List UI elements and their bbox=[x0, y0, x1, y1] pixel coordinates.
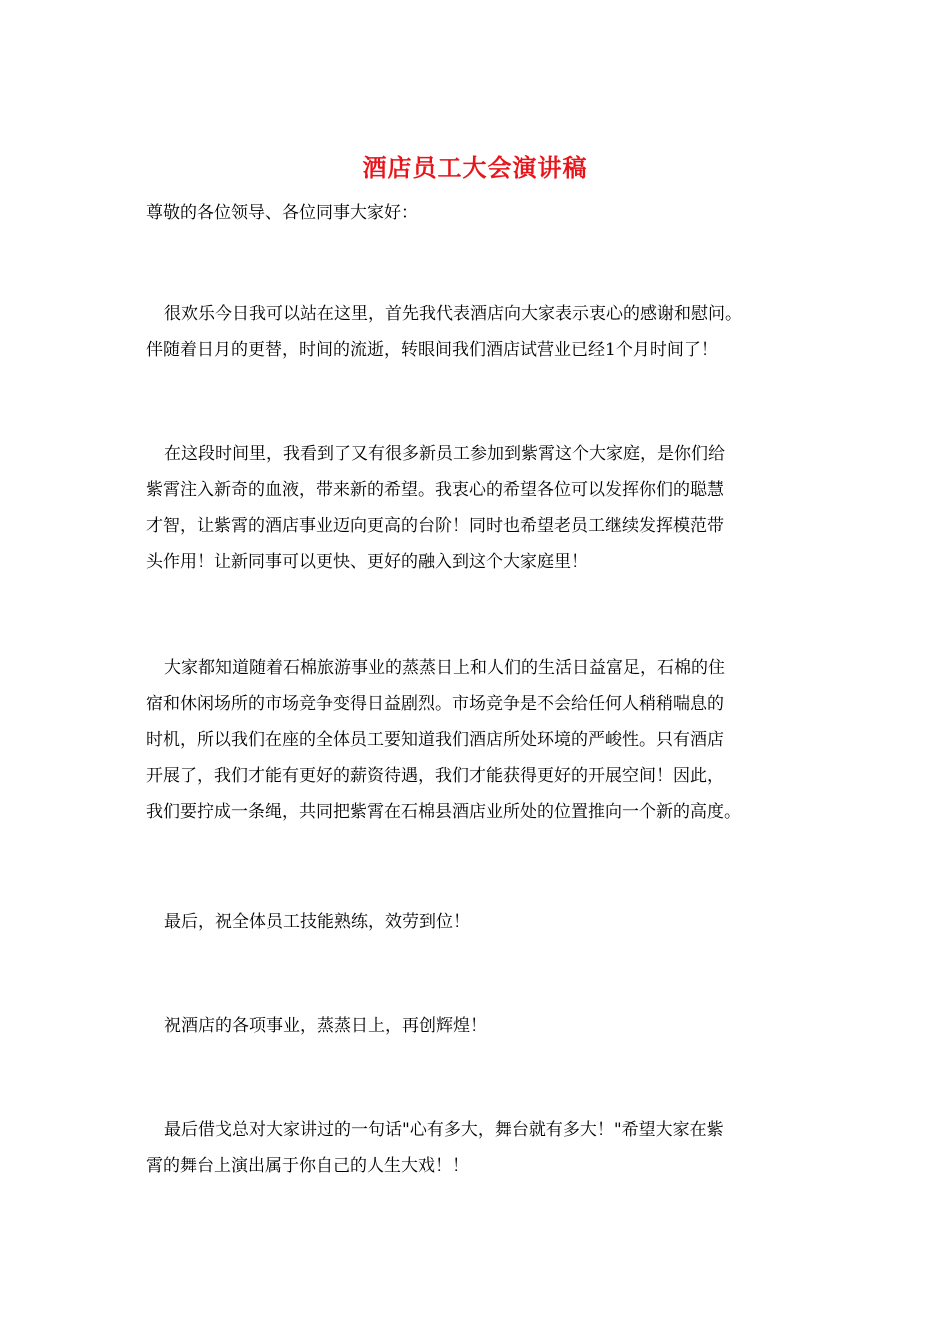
paragraph-line: 很欢乐今日我可以站在这里，首先我代表酒店向大家表示衷心的感谢和慰问。 bbox=[164, 304, 742, 324]
paragraph-4 bbox=[146, 904, 814, 940]
paragraph-2 bbox=[146, 436, 814, 580]
paragraph-line: 在这段时间里，我看到了又有很多新员工参加到紫霄这个大家庭，是你们给 bbox=[164, 444, 725, 464]
paragraph-line: 紫霄注入新奇的血液，带来新的希望。我衷心的希望各位可以发挥你们的聪慧 bbox=[146, 480, 724, 500]
paragraph-line: 大家都知道随着石棉旅游事业的蒸蒸日上和人们的生活日益富足，石棉的住 bbox=[164, 658, 725, 678]
paragraph-line: 头作用！让新同事可以更快、更好的融入到这个大家庭里！ bbox=[146, 552, 588, 572]
paragraph-line: 最后借戈总对大家讲过的一句话"心有多大，舞台就有多大！"希望大家在紫 bbox=[164, 1120, 724, 1140]
paragraph-3 bbox=[146, 650, 814, 830]
paragraph-line: 伴随着日月的更替，时间的流逝，转眼间我们酒店试营业已经1个月时间了！ bbox=[146, 340, 718, 360]
paragraph-line: 开展了，我们才能有更好的薪资待遇，我们才能获得更好的开展空间！因此， bbox=[146, 766, 724, 786]
paragraph-6 bbox=[146, 1112, 814, 1184]
paragraph-line: 才智，让紫霄的酒店事业迈向更高的台阶！同时也希望老员工继续发挥模范带 bbox=[146, 516, 724, 536]
paragraph-line: 宿和休闲场所的市场竞争变得日益剧烈。市场竞争是不会给任何人稍稍喘息的 bbox=[146, 694, 724, 714]
paragraph-line: 我们要拧成一条绳，共同把紫霄在石棉县酒店业所处的位置推向一个新的高度。 bbox=[146, 802, 741, 822]
paragraph-1 bbox=[146, 296, 814, 368]
paragraph-5 bbox=[146, 1008, 814, 1044]
paragraph-line: 祝酒店的各项事业，蒸蒸日上，再创辉煌！ bbox=[164, 1016, 487, 1036]
paragraph-line: 最后，祝全体员工技能熟练，效劳到位！ bbox=[164, 912, 470, 932]
greeting-line: 尊敬的各位领导、各位同事大家好： bbox=[146, 203, 418, 223]
paragraph-line: 霄的舞台上演出属于你自己的人生大戏！！ bbox=[146, 1156, 469, 1176]
document-title: 酒店员工大会演讲稿 bbox=[362, 153, 588, 182]
paragraph-line: 时机，所以我们在座的全体员工要知道我们酒店所处环境的严峻性。只有酒店 bbox=[146, 730, 724, 750]
